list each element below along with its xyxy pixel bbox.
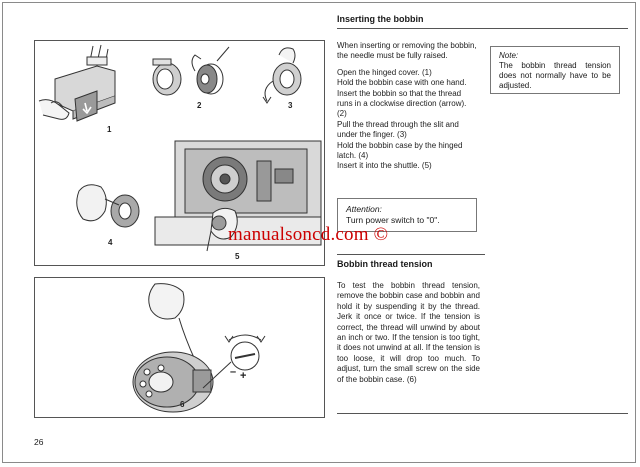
- figure-number-4: 4: [108, 238, 113, 247]
- step-3: Insert the bobbin so that the thread runs in a clockwise direction (arrow). (2): [337, 88, 467, 119]
- inserting-bobbin-intro: When inserting or removing the bobbin, the needle must be fully raised.: [337, 41, 477, 61]
- figure-6-hand-and-bobbin-case-drawing: [133, 284, 265, 412]
- attention-text: Turn power switch to "0".: [346, 215, 440, 225]
- illustration-panel-bobbin-tension: [34, 277, 325, 418]
- figure-number-3: 3: [288, 101, 293, 110]
- adjust-plus-sign: +: [240, 370, 247, 382]
- figure-4-hold-latch-drawing: [77, 185, 139, 227]
- page-number: 26: [34, 437, 44, 447]
- section-divider-middle: [337, 254, 485, 255]
- note-label: Note:: [499, 51, 519, 60]
- section-heading-inserting-bobbin: Inserting the bobbin: [337, 14, 424, 24]
- inserting-bobbin-text: [337, 41, 478, 172]
- note-box: [490, 46, 620, 94]
- step-6: Insert it into the shuttle. (5): [337, 161, 432, 171]
- figure-1-open-cover-drawing: [39, 45, 115, 121]
- step-5: Hold the bobbin case by the hinged latch. (4): [337, 140, 463, 161]
- figure-number-5: 5: [235, 252, 240, 261]
- figure-3-pull-thread-drawing: [263, 48, 301, 103]
- step-1: Open the hinged cover. (1): [337, 67, 432, 77]
- figure-number-2: 2: [197, 101, 202, 110]
- adjust-minus-sign: –: [230, 366, 237, 378]
- section-divider-bottom: [337, 413, 628, 414]
- figure-number-6: 6: [180, 400, 185, 409]
- section-heading-bobbin-tension: Bobbin thread tension: [337, 259, 433, 269]
- figure-number-1: 1: [107, 125, 112, 134]
- figure-2-bobbin-and-case-drawing: [153, 47, 229, 95]
- note-text: The bobbin thread tension does not normally have to be adjusted.: [499, 61, 611, 90]
- bobbin-tension-text: To test the bobbin thread tension, remove the bobbin case and bobbin and hold it by suspending it by the thread. Jerk it once or twice. If the tension is correct, the thread will unwind by about an inch or two. If the tension is too tight, it does not unwind at all. If the tension is too loose, it will drop too much. To adjust, turn the small screw on the side of the bobbin case. (6): [337, 281, 480, 384]
- step-4: Pull the thread through the slit and under the finger. (3): [337, 119, 459, 140]
- bobbin-tension-illustration: [35, 278, 326, 419]
- attention-label: Attention:: [346, 204, 382, 214]
- section-divider-top: [337, 28, 628, 29]
- step-2: Hold the bobbin case with one hand.: [337, 78, 467, 88]
- watermark: manualsoncd.com ©: [228, 224, 389, 245]
